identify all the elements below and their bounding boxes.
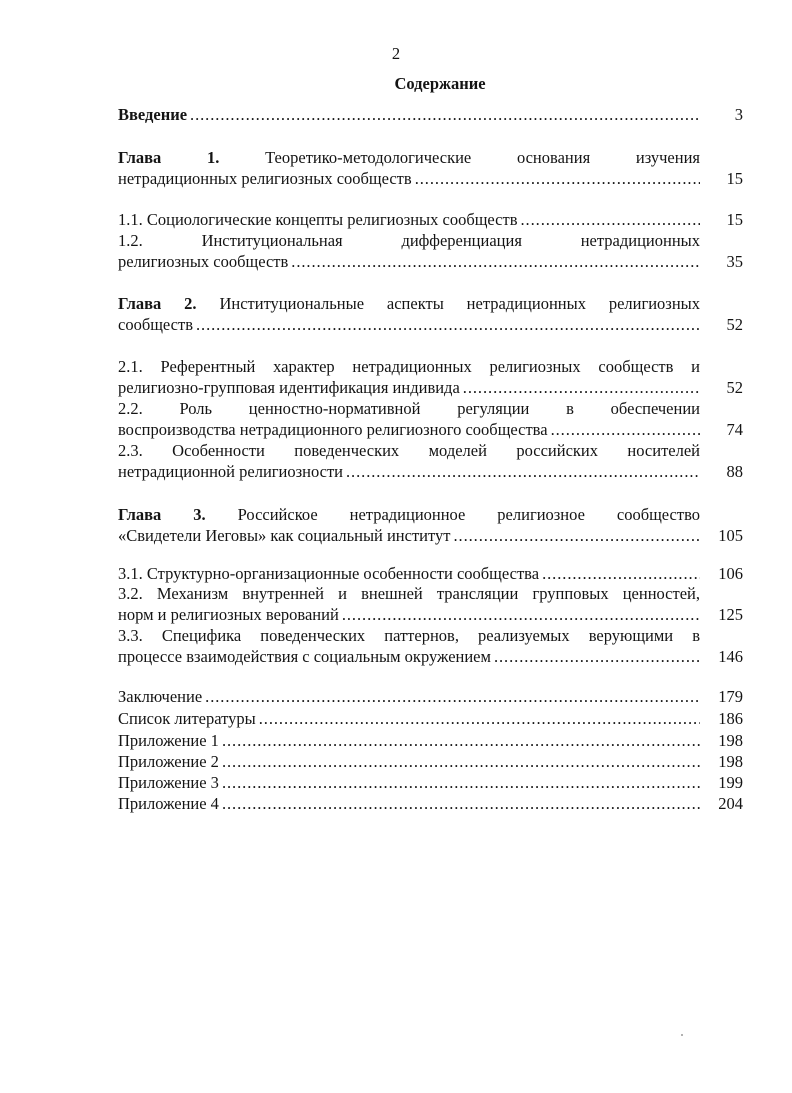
toc-entry-section-3-1[interactable] — [118, 563, 743, 584]
entry-title-line-1: 2.1. Референтный характер нетрадиционных религиозных сообществ и — [118, 357, 700, 376]
entry-title-line-2: воспроизводства нетрадиционного религиозного сообщества — [118, 420, 548, 439]
entry-title-line-2: сообществ — [118, 315, 193, 334]
leader-dots — [259, 708, 700, 729]
leader-dots — [463, 377, 700, 398]
page-ref: 186 — [718, 709, 743, 728]
page-ref: 198 — [718, 731, 743, 750]
page-title: Содержание — [394, 74, 486, 93]
entry-title-line-2: нетрадиционной религиозности — [118, 462, 343, 481]
leader-dots — [205, 686, 700, 707]
toc-entry-chapter-1[interactable] — [118, 147, 743, 189]
toc-entry-intro[interactable] — [118, 104, 743, 125]
toc-entry-section-3-3[interactable] — [118, 625, 743, 667]
leader-dots — [222, 730, 700, 751]
entry-title: 3.1. Структурно-организационные особенности сообщества — [118, 564, 540, 583]
chapter-label: Глава 3. — [118, 505, 206, 524]
toc-entry-section-1-1[interactable] — [118, 209, 743, 230]
toc-entry-bibliography[interactable] — [118, 708, 743, 729]
leader-dots — [453, 525, 700, 546]
page-ref: 15 — [726, 210, 743, 229]
page-ref: 146 — [718, 647, 743, 666]
toc-entry-conclusion[interactable] — [118, 686, 743, 707]
toc-entry-appendix-3[interactable] — [118, 772, 743, 793]
toc-entry-section-2-2[interactable] — [118, 398, 743, 440]
page-ref: 198 — [718, 752, 743, 771]
page-ref: 3 — [734, 105, 743, 124]
page-ref: 199 — [718, 773, 743, 792]
toc-entry-section-2-1[interactable] — [118, 356, 743, 398]
page-number: 2 — [391, 44, 401, 63]
toc-entry-appendix-4[interactable] — [118, 793, 743, 814]
page-ref: 52 — [726, 315, 743, 334]
page-ref: 105 — [718, 526, 743, 545]
page-ref: 35 — [726, 252, 743, 271]
entry-title: Список литературы — [118, 709, 256, 728]
chapter-label: Глава 1. — [118, 148, 220, 167]
chapter-label: Глава 2. — [118, 294, 197, 313]
entry-title-line-2: религиозно-групповая идентификация индивида — [118, 378, 460, 397]
entry-title-line-1: Теоретико-методологические основания изучения — [265, 148, 700, 167]
entry-title: Заключение — [118, 687, 203, 706]
entry-title-line-1: Институциональные аспекты нетрадиционных религиозных — [219, 294, 700, 313]
page-ref: 106 — [718, 564, 743, 583]
leader-dots — [542, 563, 700, 584]
toc-entry-chapter-3[interactable] — [118, 504, 743, 546]
page-ref: 74 — [726, 420, 743, 439]
entry-title-line-2: «Свидетели Иеговы» как социальный институт — [118, 526, 451, 545]
entry-title-line-1: 3.2. Механизм внутренней и внешней трансляции групповых ценностей, — [118, 584, 700, 603]
page-ref: 204 — [718, 794, 743, 813]
toc-entry-section-1-2[interactable] — [118, 230, 743, 272]
entry-title-line-2: нетрадиционных религиозных сообществ — [118, 169, 412, 188]
leader-dots — [415, 168, 700, 189]
page-ref: 125 — [718, 605, 743, 624]
leader-dots — [521, 209, 701, 230]
toc-entry-section-2-3[interactable] — [118, 440, 743, 482]
toc-entry-appendix-2[interactable] — [118, 751, 743, 772]
toc-entry-appendix-1[interactable] — [118, 730, 743, 751]
entry-title-line-2: процессе взаимодействия с социальным окружением — [118, 647, 491, 666]
leader-dots — [291, 251, 700, 272]
leader-dots — [551, 419, 700, 440]
entry-title: 1.1. Социологические концепты религиозных сообществ — [118, 210, 518, 229]
leader-dots — [222, 793, 700, 814]
leader-dots — [222, 772, 700, 793]
leader-dots — [190, 104, 700, 125]
entry-title: Введение — [118, 105, 188, 124]
page-ref: 15 — [726, 169, 743, 188]
entry-title-line-1: 1.2. Институциональная дифференциация нетрадиционных — [118, 231, 700, 250]
entry-title-line-1: Российское нетрадиционное религиозное сообщество — [237, 505, 701, 524]
entry-title: Приложение 4 — [118, 794, 219, 813]
entry-title-line-2: религиозных сообществ — [118, 252, 289, 271]
entry-title-line-1: 3.3. Специфика поведенческих паттернов, реализуемых верующими в — [118, 626, 700, 645]
leader-dots — [342, 604, 700, 625]
scan-speck — [681, 1034, 683, 1036]
entry-title: Приложение 2 — [118, 752, 219, 771]
entry-title-line-1: 2.3. Особенности поведенческих моделей российских носителей — [118, 441, 700, 460]
leader-dots — [346, 461, 700, 482]
page-ref: 179 — [718, 687, 743, 706]
entry-title-line-2: норм и религиозных верований — [118, 605, 339, 624]
leader-dots — [494, 646, 700, 667]
page-ref: 88 — [726, 462, 743, 481]
toc-entry-chapter-2[interactable] — [118, 293, 743, 335]
leader-dots — [222, 751, 700, 772]
entry-title: Приложение 1 — [118, 731, 219, 750]
page-ref: 52 — [726, 378, 743, 397]
toc-entry-section-3-2[interactable] — [118, 583, 743, 625]
entry-title: Приложение 3 — [118, 773, 219, 792]
entry-title-line-1: 2.2. Роль ценностно-нормативной регуляции в обеспечении — [118, 399, 700, 418]
leader-dots — [196, 314, 700, 335]
